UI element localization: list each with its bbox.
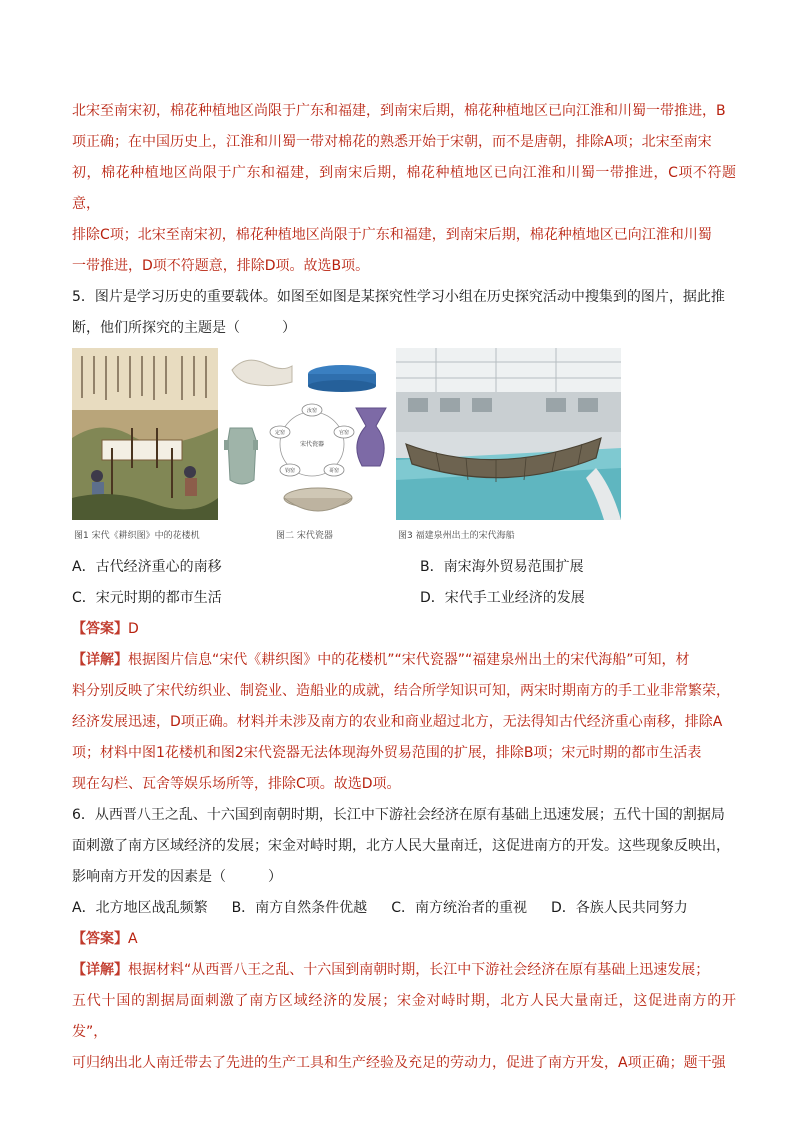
- answer-line: [72, 924, 736, 955]
- text-line: 经济发展迅速，D项正确。材料并未涉及南方的农业和商业超过北方，无法得知古代经济重心南移，排除A: [72, 714, 723, 730]
- option-c: C．南方统治者的重视: [391, 900, 527, 916]
- figure-caption: 图3 福建泉州出土的宋代海船: [398, 531, 515, 541]
- answer-value: A: [128, 931, 138, 947]
- question-stem: 断，他们所探究的主题是（ ）: [72, 320, 296, 336]
- text-line: 初，棉花种植地区尚限于广东和福建，到南宋后期，棉花种植地区已向江淮和川蜀一带推进，C项不符题意，: [72, 165, 736, 212]
- question-stem: 5．图片是学习历史的重要载体。如图至如图是某探究性学习小组在历史探究活动中搜集到的图片，据此推: [72, 289, 725, 305]
- text-line: 排除C项；北宋至南宋初，棉花种植地区尚限于广东和福建，到南宋后期，棉花种植地区已向江淮和川蜀: [72, 227, 712, 243]
- question-5: [72, 282, 736, 800]
- diagram-center-label: 宋代瓷器: [299, 441, 325, 448]
- answer-label: 【答案】: [72, 621, 128, 637]
- figure-group: [72, 348, 736, 548]
- text-line: 料分别反映了宋代纺织业、制瓷业、造船业的成就，结合所学知识可知，两宋时期南方的手工业非常繁荣，: [72, 683, 730, 699]
- song-ship-image: [396, 348, 621, 520]
- detail-block: [72, 645, 736, 800]
- kiln-label: 官窑: [338, 430, 350, 436]
- detail-label: 【详解】: [72, 962, 128, 978]
- answer-value: D: [128, 621, 139, 637]
- text-line: 项正确；在中国历史上，江淮和川蜀一带对棉花的熟悉开始于宋朝，而不是唐朝，排除A项；北宋至南宋: [72, 134, 712, 150]
- text-line: 北宋至南宋初，棉花种植地区尚限于广东和福建，到南宋后期，棉花种植地区已向江淮和川蜀一带推进，B: [72, 103, 726, 119]
- figure-caption: 图1 宋代《耕织图》中的花楼机: [74, 531, 200, 541]
- options: [72, 893, 736, 924]
- detail-text: 根据图片信息“宋代《耕织图》中的花楼机”“宋代瓷器”“福建泉州出土的宋代海船”可知，材: [128, 652, 690, 668]
- options: [72, 552, 736, 614]
- q4-analysis-continued: [72, 96, 736, 282]
- question-stem: 影响南方开发的因素是（ ）: [72, 869, 282, 885]
- option-a: A．北方地区战乱频繁: [72, 900, 208, 916]
- question-6: [72, 800, 736, 1079]
- text-line: [72, 955, 736, 986]
- loom-painting-image: [72, 348, 218, 520]
- answer-line: [72, 614, 736, 645]
- option-d: D．宋代手工业经济的发展: [420, 590, 585, 606]
- kiln-label: 汝窑: [306, 408, 318, 414]
- kiln-label: 定窑: [274, 430, 286, 436]
- text-line: 一带推进，D项不符题意，排除D项。故选B项。: [72, 258, 370, 274]
- detail-label: 【详解】: [72, 652, 128, 668]
- kiln-label: 哥窑: [328, 468, 340, 474]
- kiln-label: 钧窑: [284, 468, 296, 474]
- text-line: [72, 645, 736, 676]
- question-stem: 面刺激了南方区域经济的发展；宋金对峙时期，北方人民大量南迁，这促进南方的开发。这些现象反映出，: [72, 838, 730, 854]
- porcelain-collage-image: [222, 348, 394, 520]
- option-b: B．南宋海外贸易范围扩展: [420, 559, 584, 575]
- option-a: A．古代经济重心的南移: [72, 559, 222, 575]
- document-page: [72, 96, 736, 1079]
- option-c: C．宋元时期的都市生活: [72, 590, 222, 606]
- figure-caption: 图二 宋代瓷器: [276, 531, 333, 541]
- option-d: D．各族人民共同努力: [550, 900, 688, 916]
- detail-text: 根据材料“从西晋八王之乱、十六国到南朝时期，长江中下游社会经济在原有基础上迅速发展；: [128, 962, 710, 978]
- answer-label: 【答案】: [72, 931, 128, 947]
- question-stem: 6．从西晋八王之乱、十六国到南朝时期，长江中下游社会经济在原有基础上迅速发展；五代十国的割据局: [72, 807, 725, 823]
- text-line: 现在勾栏、瓦舍等娱乐场所等，排除C项。故选D项。: [72, 776, 401, 792]
- detail-block: [72, 955, 736, 1079]
- text-line: 五代十国的割据局面刺激了南方区域经济的发展；宋金对峙时期，北方人民大量南迁，这促进南方的开发”，: [72, 993, 736, 1040]
- text-line: 项；材料中图1花楼机和图2宋代瓷器无法体现海外贸易范围的扩展，排除B项；宋元时期的都市生活表: [72, 745, 702, 761]
- option-b: B．南方自然条件优越: [231, 900, 368, 916]
- text-line: 可归纳出北人南迁带去了先进的生产工具和生产经验及充足的劳动力，促进了南方开发，A项正确；题干强: [72, 1055, 726, 1071]
